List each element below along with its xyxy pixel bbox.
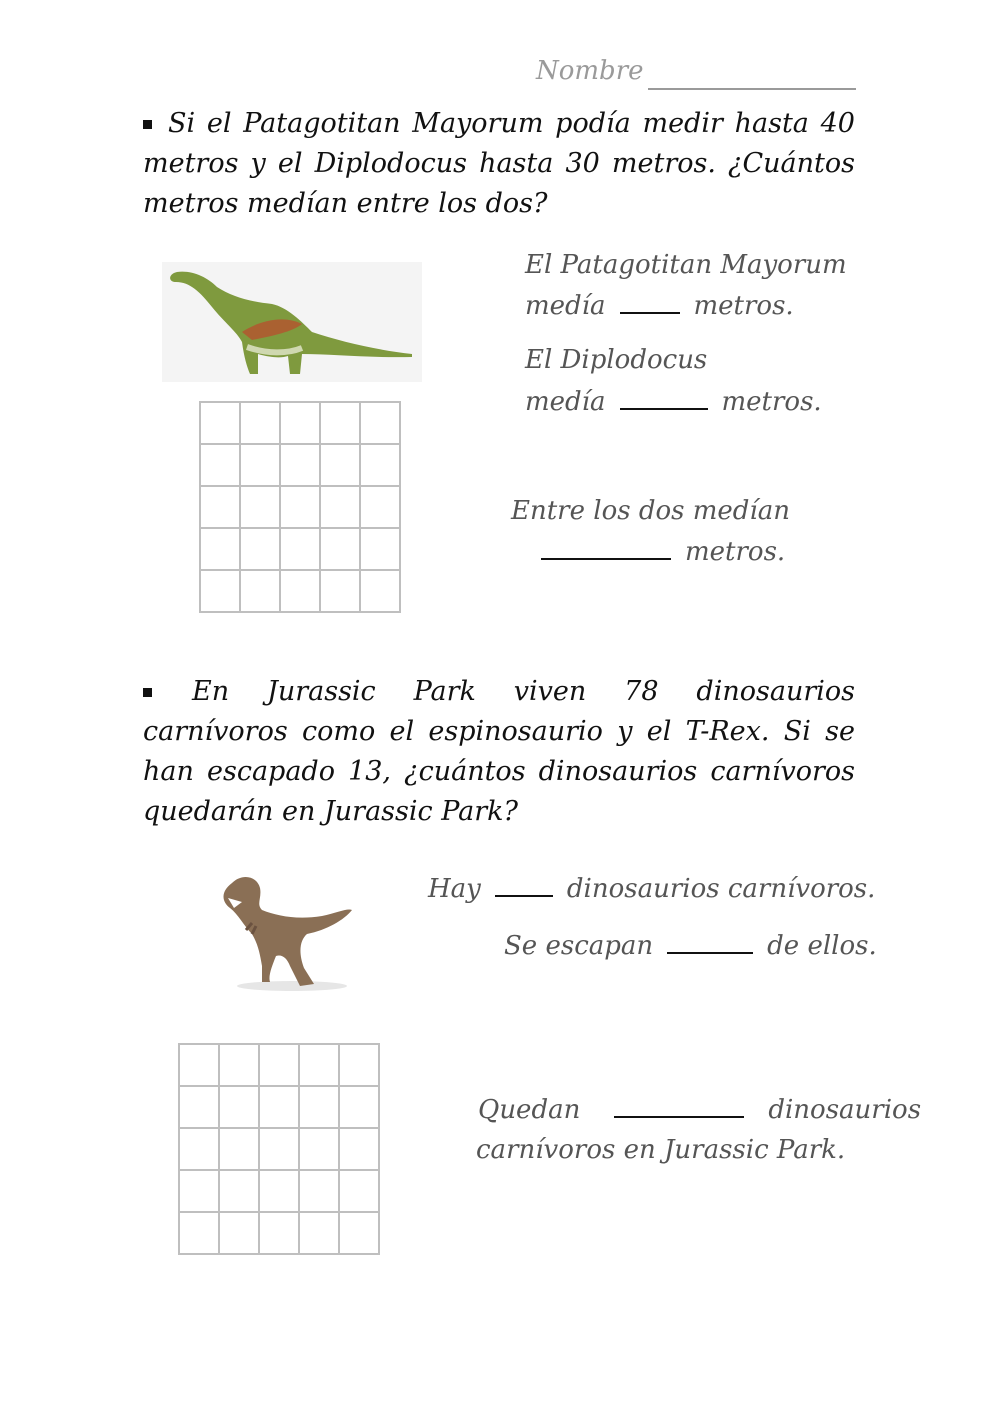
- answer-blank-diplodocus[interactable]: [620, 386, 708, 410]
- answer-blank-patagotitan[interactable]: [620, 290, 680, 314]
- problem-1-result: [527, 536, 785, 567]
- problem-1-text: Si el Patagotitan Mayorum podía medir hasta 40 metros y el Diplodocus hasta 30 metros. ¿Cuántos metros medían entre los dos?: [143, 108, 855, 219]
- problem-1-line-1b: medía: [525, 291, 606, 321]
- bullet-icon: [143, 688, 152, 697]
- answer-blank-total[interactable]: [541, 536, 671, 560]
- bullet-icon: [143, 120, 152, 129]
- problem-1-line-1: [525, 290, 794, 321]
- answer-blank-total-dinos[interactable]: [495, 873, 553, 897]
- problem-2-result-line-1: [478, 1094, 921, 1125]
- problem-2-line-2a: Se escapan: [504, 931, 654, 961]
- problem-2-line-2: [504, 930, 877, 961]
- calculation-grid-1[interactable]: [199, 401, 401, 613]
- problem-2-text: En Jurassic Park viven 78 dinosaurios carnívoros como el espinosaurio y el T-Rex. Si se han escapado 13, ¿cuántos dinosaurios carnívoros quedarán en Jurassic Park?: [143, 676, 855, 827]
- problem-2-result-c: carnívoros en Jurassic Park.: [476, 1135, 846, 1165]
- sauropod-image: [162, 262, 422, 382]
- calculation-grid-2[interactable]: [178, 1043, 380, 1255]
- problem-1-line-2c: metros.: [721, 387, 822, 417]
- problem-2-line-1a: Hay: [428, 874, 481, 904]
- problem-1-line-1c: metros.: [693, 291, 794, 321]
- problem-1-result-b: metros.: [685, 537, 786, 567]
- problem-2-result-b: dinosaurios: [768, 1095, 922, 1125]
- answer-blank-remaining[interactable]: [614, 1094, 744, 1118]
- problem-1-line-2: [525, 386, 822, 417]
- name-field[interactable]: [648, 88, 856, 90]
- problem-2-statement: [143, 672, 855, 832]
- answer-blank-escaped[interactable]: [667, 930, 753, 954]
- t-rex-image: [212, 868, 357, 993]
- problem-1-statement: [143, 104, 855, 224]
- problem-2-result-a: Quedan: [478, 1095, 581, 1125]
- problem-1-line-2b: medía: [525, 387, 606, 417]
- problem-1-line-1a: El Patagotitan Mayorum: [525, 250, 847, 280]
- problem-2-line-1: [428, 873, 875, 904]
- problem-1-line-2a: El Diplodocus: [525, 345, 708, 375]
- problem-2-line-2b: de ellos.: [767, 931, 877, 961]
- name-label: Nombre: [536, 56, 644, 86]
- problem-2-line-1b: dinosaurios carnívoros.: [566, 874, 876, 904]
- problem-1-result-a: Entre los dos medían: [511, 496, 790, 526]
